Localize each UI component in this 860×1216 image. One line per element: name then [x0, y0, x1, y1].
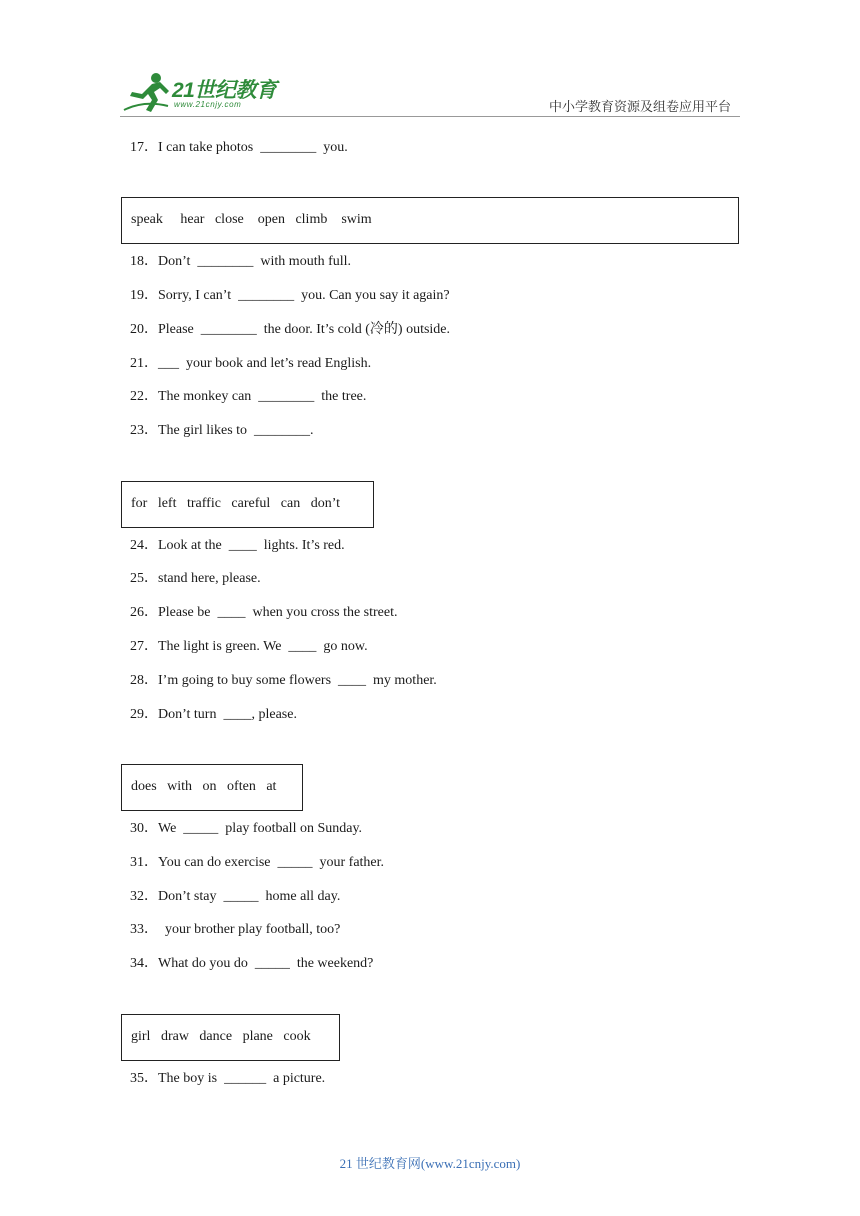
word-box-1 [121, 197, 739, 244]
word-box-2 [121, 481, 374, 528]
platform-title: 中小学教育资源及组卷应用平台 [549, 100, 732, 115]
question-29: 29．Don’t turn ____, please. [130, 707, 297, 722]
question-17: 17．I can take photos ________ you. [130, 140, 348, 155]
question-25: 25．stand here, please. [130, 571, 261, 586]
question-27: 27．The light is green. We ____ go now. [130, 639, 368, 654]
question-22: 22．The monkey can ________ the tree. [130, 389, 367, 404]
question-20: 20．Please ________ the door. It’s cold (冷的) outside. [130, 322, 451, 337]
question-35: 35．The boy is ______ a picture. [130, 1071, 326, 1086]
question-28: 28．I’m going to buy some flowers ____ my mother. [130, 673, 437, 688]
question-34: 34．What do you do _____ the weekend? [130, 956, 374, 971]
runner-icon [122, 70, 170, 114]
question-21: 21．___ your book and let’s read English. [130, 356, 372, 371]
question-33: 33． your brother play football, too? [130, 922, 341, 937]
word-box-1-words: speak hear close open climb swim [131, 212, 372, 227]
logo [122, 70, 292, 114]
question-23: 23．The girl likes to ________. [130, 423, 314, 438]
word-box-3 [121, 764, 303, 811]
question-32: 32．Don’t stay _____ home all day. [130, 889, 341, 904]
header-divider [120, 116, 740, 117]
question-30: 30．We _____ play football on Sunday. [130, 821, 363, 836]
question-24: 24．Look at the ____ lights. It’s red. [130, 538, 345, 553]
question-31: 31．You can do exercise _____ your father. [130, 855, 385, 870]
logo-text: 21世纪教育 [172, 79, 277, 102]
word-box-4-words: girl draw dance plane cook [131, 1029, 311, 1044]
word-box-2-words: for left traffic careful can don’t [131, 496, 341, 511]
question-26: 26．Please be ____ when you cross the street. [130, 605, 398, 620]
word-box-4 [121, 1014, 340, 1061]
question-18: 18．Don’t ________ with mouth full. [130, 254, 352, 269]
logo-url: www.21cnjy.com [174, 100, 242, 109]
footer-source: 21 世纪教育网(www.21cnjy.com) [339, 1156, 521, 1171]
word-box-3-words: does with on often at [131, 779, 277, 794]
question-19: 19．Sorry, I can’t ________ you. Can you say it again? [130, 288, 450, 303]
